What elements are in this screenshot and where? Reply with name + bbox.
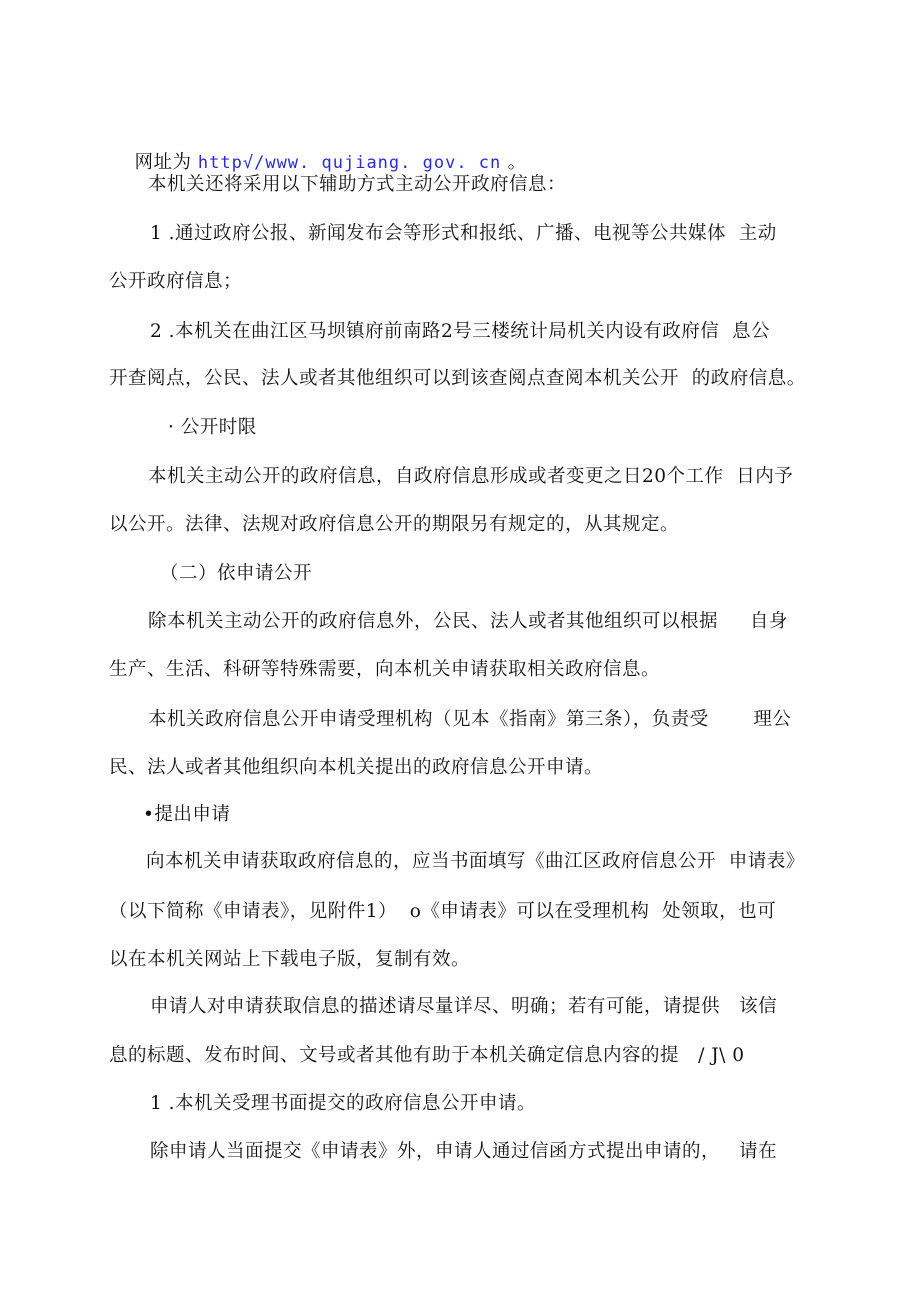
- paragraph-line: 生产、生活、科研等特殊需要，向本机关申请获取相关政府信息。: [109, 659, 661, 680]
- paragraph-line: 本机关政府信息公开申请受理机构（见本《指南》第三条），负责受 理公: [148, 709, 792, 730]
- paragraph-line: 向本机关申请获取政府信息的，应当书面填写《曲江区政府信息公开 申请表》: [146, 851, 805, 872]
- paragraph-line: 本机关还将采用以下辅助方式主动公开政府信息：: [148, 174, 567, 195]
- paragraph-line: 2 .本机关在曲江区马坝镇府前南路2号三楼统计局机关内设有政府信 息公: [150, 321, 771, 342]
- paragraph-line: 1 .通过政府公报、新闻发布会等形式和报纸、广播、电视等公共媒体 主动: [150, 223, 777, 244]
- paragraph-line: 申请人对申请获取信息的描述请尽量详尽、明确；若有可能，请提供 该信: [150, 996, 778, 1017]
- section-heading: · 公开时限: [168, 417, 257, 438]
- paragraph-line: 除申请人当面提交《申请表》外，申请人通过信函方式提出申请的， 请在: [150, 1141, 778, 1162]
- paragraph-line: （以下简称《申请表》，见附件1） o《申请表》可以在受理机构 处领取，也可: [109, 901, 777, 922]
- website-link[interactable]: http√/www. qujiang. gov. cn: [197, 153, 502, 173]
- paragraph-line: 开查阅点，公民、法人或者其他组织可以到该查阅点查阅本机关公开 的政府信息。: [109, 368, 806, 389]
- paragraph-line: 除本机关主动公开的政府信息外，公民、法人或者其他组织可以根据 自身: [148, 611, 788, 632]
- paragraph-line: 以在本机关网站上下载电子版，复制有效。: [109, 949, 471, 970]
- section-heading: •提出申请: [143, 804, 231, 825]
- paragraph-line: 息的标题、发布时间、文号或者其他有助于本机关确定信息内容的提 / J\ 0: [109, 1045, 745, 1066]
- paragraph-line: 本机关主动公开的政府信息，自政府信息形成或者变更之日20个工作 日内予: [148, 466, 794, 487]
- paragraph-line: 民、法人或者其他组织向本机关提出的政府信息公开申请。: [109, 757, 604, 778]
- paragraph-line: 1 .本机关受理书面提交的政府信息公开申请。: [150, 1093, 537, 1114]
- paragraph-line: 以公开。法律、法规对政府信息公开的期限另有规定的，从其规定。: [109, 514, 680, 535]
- section-heading: （二）依申请公开: [160, 563, 313, 584]
- url-prefix: 网址为: [134, 152, 198, 173]
- url-suffix: 。: [501, 152, 527, 173]
- paragraph-line: 公开政府信息；: [109, 271, 243, 292]
